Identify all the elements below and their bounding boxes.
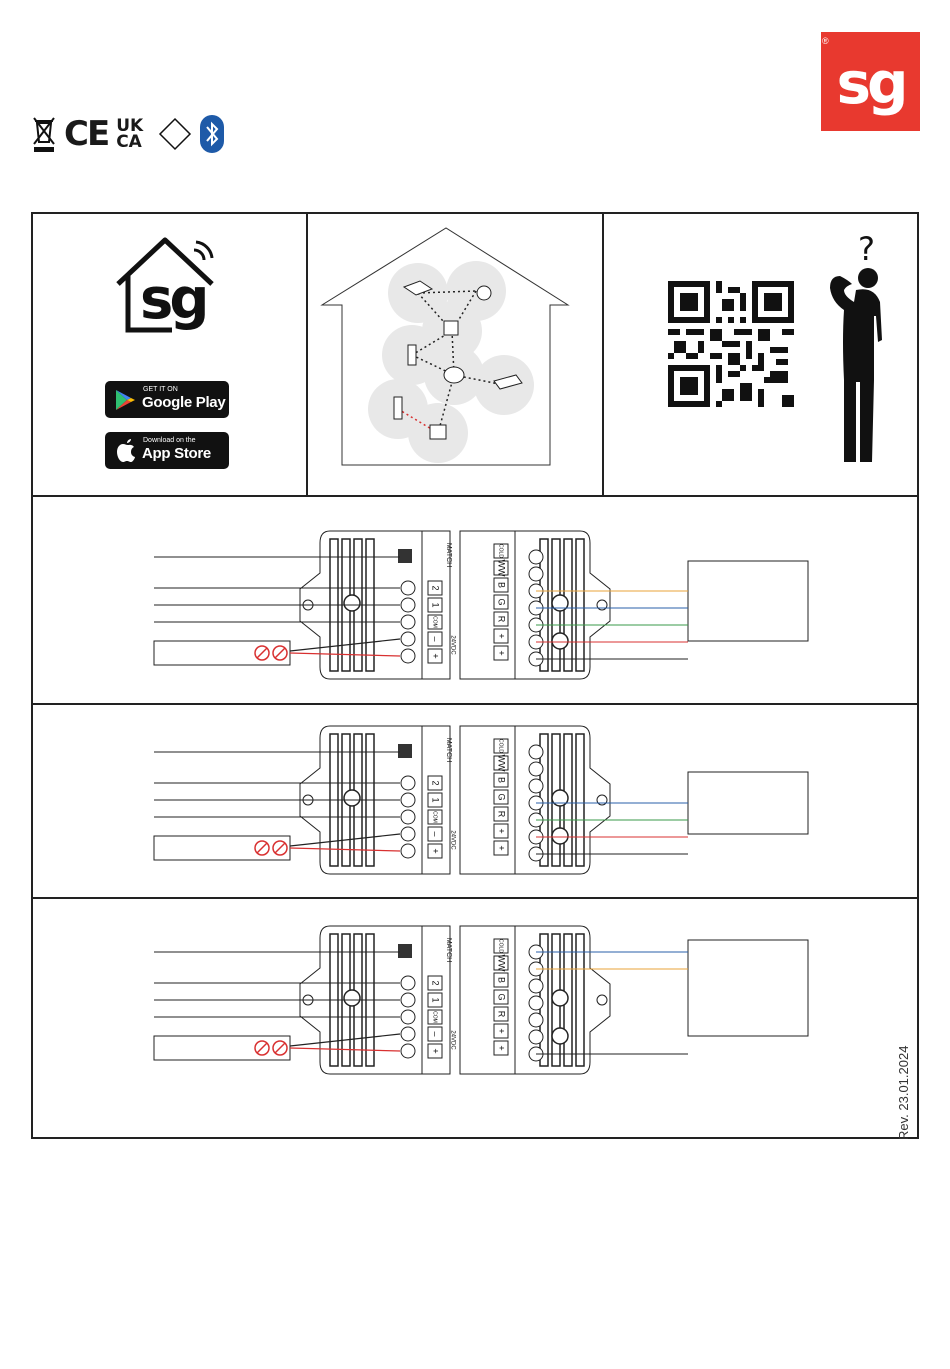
side-hole [597, 995, 607, 1005]
svg-text:sg: sg [140, 267, 206, 332]
right-terminal-label: R [496, 615, 507, 623]
right-terminal-label: R [496, 810, 507, 818]
revision-date: Rev. 23.01.2024 [896, 1045, 911, 1140]
left-terminal-label: 2 [430, 780, 441, 786]
ce-mark-icon: CE [64, 114, 109, 154]
match-button [398, 944, 412, 958]
match-label: MATCH [445, 737, 453, 763]
right-terminal-label: WW [496, 754, 507, 772]
left-terminal-label: COM [431, 616, 438, 628]
match-button [398, 549, 412, 563]
app-store-small-text: Download on the [143, 437, 196, 444]
screw-terminal [401, 598, 415, 612]
wiring-diagram-cct [154, 926, 808, 1074]
left-terminal-label: 2 [430, 980, 441, 986]
right-terminal-label: + [496, 650, 507, 656]
match-label: MATCH [445, 542, 453, 568]
left-terminal-label: – [430, 1031, 441, 1037]
screw-terminal [401, 793, 415, 807]
mount-hole [552, 595, 568, 611]
screw-terminal [529, 550, 543, 564]
left-terminal-label: + [430, 1048, 441, 1054]
mount-hole [344, 790, 360, 806]
led-strip-box [688, 940, 808, 1036]
right-terminal-label: + [496, 1045, 507, 1051]
screw-terminal [401, 827, 415, 841]
mount-hole [344, 990, 360, 1006]
wiring-diagram-rgbcct [154, 531, 808, 679]
wiring-diagram-rgb [154, 726, 808, 874]
right-terminal-label: COLD [497, 939, 504, 953]
left-terminal-label: 1 [430, 997, 441, 1003]
left-terminal-label: 1 [430, 602, 441, 608]
screw-terminal [529, 762, 543, 776]
input-voltage-label: 24VDC [449, 1030, 456, 1050]
led-strip-box [688, 561, 808, 641]
mount-hole [552, 1028, 568, 1044]
screw-terminal [529, 1030, 543, 1044]
mount-hole [552, 828, 568, 844]
screw-terminal [401, 1010, 415, 1024]
mount-hole [344, 595, 360, 611]
left-terminal-label: COM [431, 811, 438, 823]
right-terminal-label: COLD [497, 739, 504, 753]
right-terminal-label: WW [496, 559, 507, 577]
right-terminal-label: R [496, 1010, 507, 1018]
screw-terminal [401, 976, 415, 990]
right-terminal-label: B [496, 581, 507, 589]
input-voltage-label: 24VDC [449, 635, 456, 655]
screw-terminal [401, 649, 415, 663]
screw-terminal [529, 567, 543, 581]
screw-terminal [529, 996, 543, 1010]
brand-logo-text: sg [836, 49, 905, 117]
screw-terminal [401, 776, 415, 790]
right-terminal-label: + [496, 1028, 507, 1034]
right-terminal-label: G [496, 793, 507, 801]
screw-terminal [401, 810, 415, 824]
mount-hole [552, 990, 568, 1006]
match-label: MATCH [445, 937, 453, 963]
svg-text:?: ? [858, 230, 875, 268]
right-terminal-label: + [496, 845, 507, 851]
right-terminal-label: G [496, 598, 507, 606]
right-terminal-label: B [496, 976, 507, 984]
screw-terminal [401, 844, 415, 858]
right-terminal-label: B [496, 776, 507, 784]
match-button [398, 744, 412, 758]
screw-terminal [529, 979, 543, 993]
right-terminal-label: + [496, 633, 507, 639]
input-voltage-label: 24VDC [449, 830, 456, 850]
left-terminal-label: 1 [430, 797, 441, 803]
screw-terminal [401, 632, 415, 646]
left-terminal-label: 2 [430, 585, 441, 591]
left-terminal-label: COM [431, 1011, 438, 1023]
screw-terminal [401, 1027, 415, 1041]
mount-hole [552, 633, 568, 649]
screw-terminal [401, 615, 415, 629]
screw-terminal [529, 779, 543, 793]
right-terminal-label: COLD [497, 544, 504, 558]
left-terminal-label: – [430, 636, 441, 642]
ukca-mark-icon: UK CA [116, 116, 144, 152]
led-strip-box [688, 772, 808, 834]
right-terminal-label: + [496, 828, 507, 834]
google-play-small-text: GET IT ON [143, 386, 178, 393]
google-play-label: Google Play [142, 394, 226, 411]
left-terminal-label: + [430, 653, 441, 659]
left-terminal-label: + [430, 848, 441, 854]
screw-terminal [401, 581, 415, 595]
screw-terminal [529, 1013, 543, 1027]
screw-terminal [401, 993, 415, 1007]
right-terminal-label: WW [496, 954, 507, 972]
registered-mark: ® [822, 36, 829, 46]
right-terminal-label: G [496, 993, 507, 1001]
left-terminal-label: – [430, 831, 441, 837]
screw-terminal [529, 745, 543, 759]
app-store-label: App Store [142, 445, 211, 462]
screw-terminal [401, 1044, 415, 1058]
mount-hole [552, 790, 568, 806]
